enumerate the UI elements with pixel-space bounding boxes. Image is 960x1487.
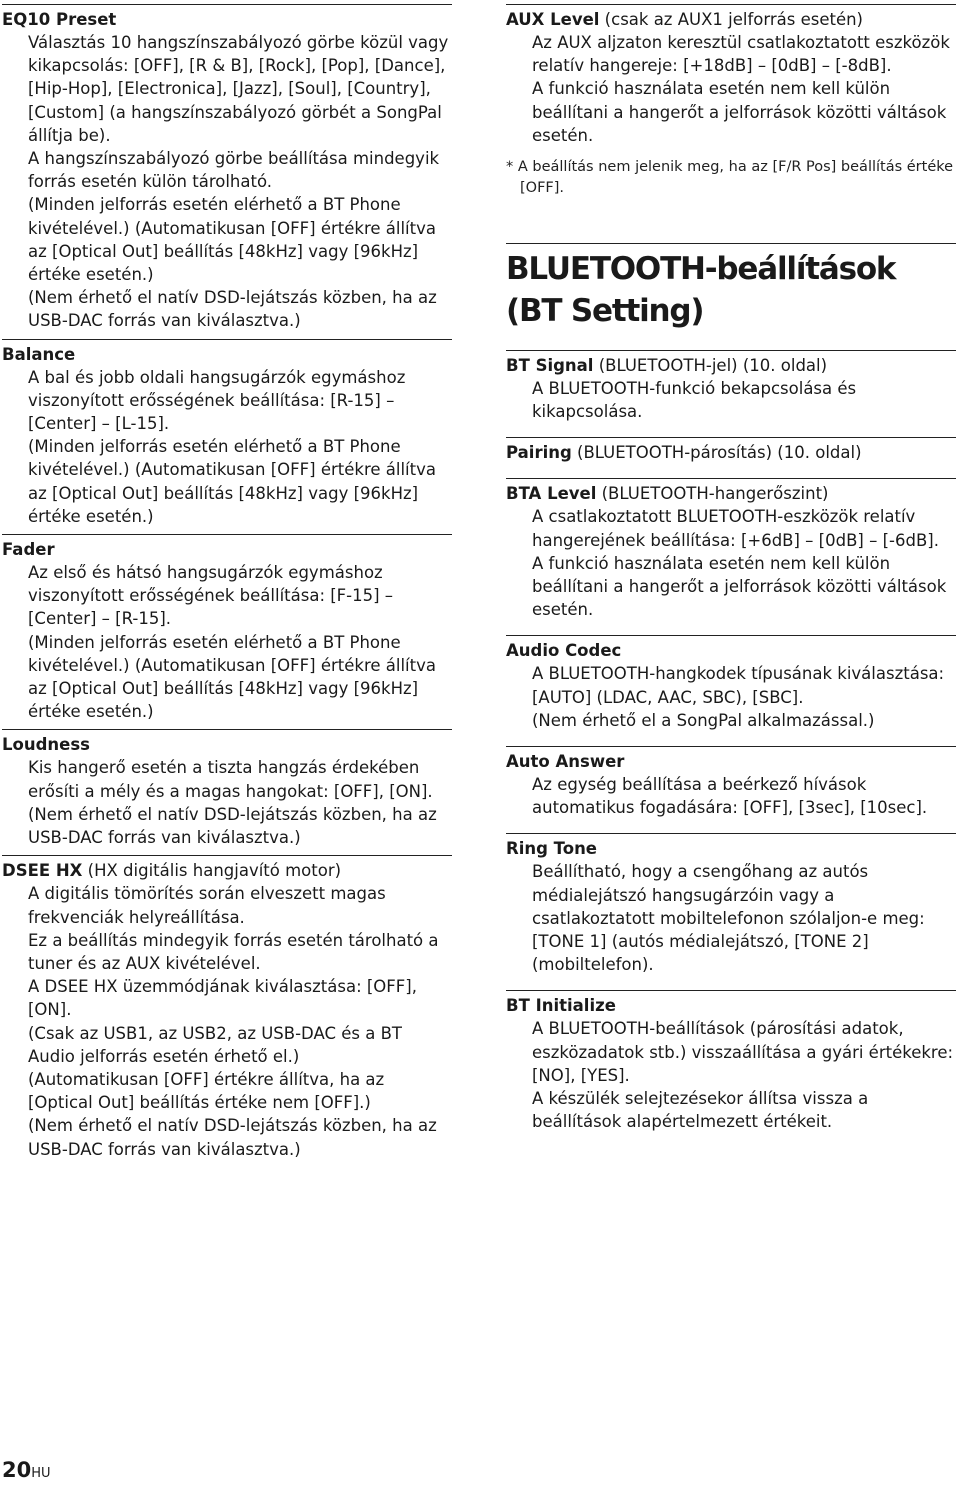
setting-title: Audio Codec [506,641,622,661]
description-line: (Nem érhető el natív DSD-lejátszás közben, ha az USB-DAC forrás van kiválasztva.) [28,804,437,848]
setting-title: BT Initialize [506,996,616,1016]
setting-description [506,31,956,147]
setting-entry [506,990,956,1133]
setting-subtitle: (HX digitális hangjavító motor) [82,861,342,881]
description-line: A funkció használata esetén nem kell külön beállítani a hangerőt a jelforrások közötti váltások esetén. [532,553,947,620]
setting-heading [506,441,956,464]
setting-title: BTA Level [506,484,597,504]
footnote: * A beállítás nem jelenik meg, ha az [F/R Pos] beállítás értéke [OFF]. [506,159,954,197]
left-column [2,4,452,1167]
description-line: A bal és jobb oldali hangsugárzók egymáshoz viszonyított erősségének beállítása: [R-15] – [Center] – [L-15]. [28,367,406,434]
setting-description [2,756,452,849]
setting-heading [2,8,452,31]
setting-description [506,377,956,423]
setting-subtitle: (BLUETOOTH-jel) (10. oldal) [593,356,828,376]
setting-heading [506,994,956,1017]
description-line: (Minden jelforrás esetén elérhető a BT Phone kivételével.) (Automatikusan [OFF] értékre állítva az [Optical Out] beállítás [48kHz] vagy [96kHz] értéke esetén.) [28,437,436,526]
description-line: (Automatikusan [OFF] értékre állítva, ha az [Optical Out] beállítás értéke nem [OFF].) [28,1069,385,1113]
description-line: Választás 10 hangszínszabályozó görbe közül vagy kikapcsolás: [OFF], [R & B], [Rock], [Pop], [Dance], [Hip-Hop], [Electronica], [Jazz], [Soul], [Country], [Custom] (a hangszínszabályozó görbét a SongPal állítja be). [28,33,449,145]
description-line: (Minden jelforrás esetén elérhető a BT Phone kivételével.) (Automatikusan [OFF] értékre állítva az [Optical Out] beállítás [48kHz] vagy [96kHz] értéke esetén.) [28,632,436,722]
page-number-value: 20 [2,1458,32,1482]
setting-title: Pairing [506,443,572,463]
setting-heading [506,750,956,773]
setting-heading [506,639,956,662]
description-line: A készülék selejtezésekor állítsa vissza a beállítások alapértelmezett értékeit. [532,1089,869,1132]
setting-heading [2,733,452,756]
setting-title: AUX Level [506,10,600,29]
setting-description [506,773,956,819]
setting-heading [506,354,956,377]
setting-title: Fader [2,540,55,560]
setting-title: Auto Answer [506,752,625,772]
description-line: Az egység beállítása a beérkező hívások automatikus fogadására: [OFF], [3sec], [10sec]. [532,775,928,818]
setting-heading [2,859,452,882]
setting-title: EQ10 Preset [2,10,117,29]
description-line: A BLUETOOTH-hangkodek típusának kiválasztása: [AUTO] (LDAC, AAC, SBC), [SBC]. [532,664,945,707]
setting-entry [506,350,956,423]
setting-entry [506,478,956,621]
description-line: (Nem érhető el natív DSD-lejátszás közben, ha az USB-DAC forrás van kiválasztva.) [28,288,437,331]
description-line: Az AUX aljzaton keresztül csatlakoztatott eszközök relatív hangereje: [+18dB] – [0dB] – [-8dB]. [532,33,950,76]
setting-description [2,561,452,723]
description-line: (Nem érhető el a SongPal alkalmazással.) [532,710,875,730]
description-line: Az első és hátsó hangsugárzók egymáshoz viszonyított erősségének beállítása: [F-15] – [Center] – [R-15]. [28,563,394,629]
setting-heading [506,837,956,860]
setting-description [506,662,956,732]
setting-entry [506,746,956,819]
setting-description [2,366,452,528]
setting-entry [2,729,452,849]
setting-heading [2,343,452,366]
description-line: A funkció használata esetén nem kell külön beállítani a hangerőt a jelforrások közötti váltások esetén. [532,79,947,145]
setting-subtitle: (csak az AUX1 jelforrás esetén) [599,10,863,29]
page-number-suffix: HU [31,1466,51,1481]
setting-title: Ring Tone [506,839,597,859]
description-line: A BLUETOOTH-beállítások (párosítási adatok, eszközadatok stb.) visszaállítása a gyári értékekre: [NO], [YES]. [532,1019,954,1085]
right-column [506,4,956,1147]
description-line: (Csak az USB1, az USB2, az USB-DAC és a BT Audio jelforrás esetén érhető el.) [28,1023,402,1066]
description-line: (Nem érhető el natív DSD-lejátszás közben, ha az USB-DAC forrás van kiválasztva.) [28,1116,437,1159]
setting-title: BT Signal [506,356,594,376]
description-line: A BLUETOOTH-funkció bekapcsolása és kikapcsolása. [532,379,857,422]
setting-title: Loudness [2,735,90,755]
setting-entry [2,4,452,333]
description-line: Kis hangerő esetén a tiszta hangzás érdekében erősíti a mély és a magas hangokat: [OFF], [ON]. [28,758,433,801]
setting-title: Balance [2,344,76,364]
setting-description [506,505,956,621]
description-line: Beállítható, hogy a csengőhang az autós médialejátszó hangsugárzóin vagy a csatlakoztatott mobiltelefonon szólaljon-e meg: [TONE 1] (autós médialejátszó, [TONE 2] (mobiltelefon). [532,862,925,975]
description-line: A digitális tömörítés során elveszett magas frekvenciák helyreállítása. [28,884,386,927]
setting-title: DSEE HX [2,861,83,881]
description-line: A csatlakoztatott BLUETOOTH-eszközök relatív hangerejének beállítása: [+6dB] – [0dB] – [-6dB]. [532,507,939,550]
setting-entry [506,635,956,732]
setting-heading [506,482,956,505]
setting-entry-aux-level [506,4,956,147]
page-number [2,1458,51,1482]
description-line: (Minden jelforrás esetén elérhető a BT Phone kivételével.) (Automatikusan [OFF] értékre állítva az [Optical Out] beállítás [48kHz] vagy [96kHz] értéke esetén.) [28,195,436,285]
setting-description [2,882,452,1160]
description-line: A DSEE HX üzemmódjának kiválasztása: [OFF], [ON]. [28,977,417,1020]
setting-entry [2,855,452,1160]
setting-entry [506,437,956,464]
setting-entry [506,833,956,976]
setting-subtitle: (BLUETOOTH-párosítás) (10. oldal) [571,443,862,463]
bt-settings-list [506,350,956,1133]
description-line: Ez a beállítás mindegyik forrás esetén tárolható a tuner és az AUX kivételével. [28,930,439,973]
setting-subtitle: (BLUETOOTH-hangerőszint) [596,484,829,504]
setting-description [506,1017,956,1133]
setting-entry [2,339,452,528]
setting-entry [2,534,452,723]
setting-description [2,31,452,333]
setting-heading [2,538,452,561]
setting-description [506,860,956,976]
section-title: BLUETOOTH-beállítások (BT Setting) [506,243,956,332]
setting-heading [506,8,956,31]
description-line: A hangszínszabályozó görbe beállítása mindegyik forrás esetén külön tárolható. [28,149,440,192]
